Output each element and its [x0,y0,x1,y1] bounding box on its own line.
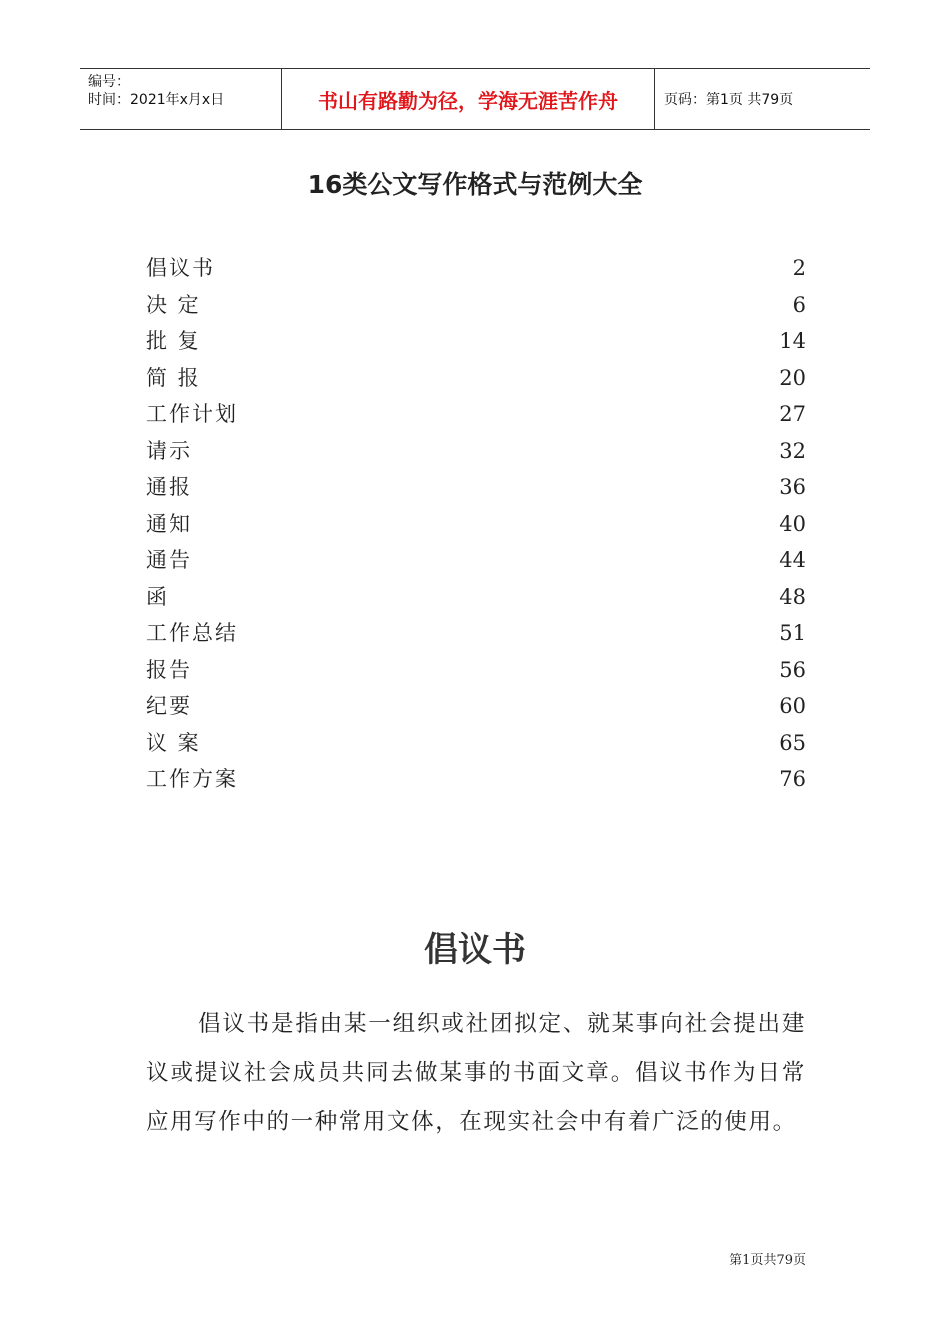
toc-item-label: 通告 [146,548,192,572]
document-title: 16类公文写作格式与范例大全 [307,170,643,199]
toc-item[interactable] [146,688,806,725]
toc-item-label: 通报 [146,475,192,499]
toc-item-label: 议 案 [146,730,201,755]
toc-item-page: 2 [792,256,806,280]
header-meta [80,69,282,129]
header-number-label: 编号： [88,74,130,90]
toc-item-page: 60 [779,694,806,718]
toc-item[interactable] [146,542,806,579]
toc-item[interactable] [146,579,806,616]
header-page-info: 页码：第1页 共79页 [664,92,794,108]
toc-item-label: 函 [146,584,169,609]
toc-item[interactable] [146,652,806,689]
toc-item-page: 27 [779,402,806,426]
toc-item-page: 76 [779,767,806,791]
toc-item-label: 报告 [146,657,192,682]
table-of-contents [146,250,806,798]
toc-item-page: 65 [779,730,806,755]
section-paragraph: 倡议书是指由某一组织或社团拟定、就某事向社会提出建议或提议社会成员共同去做某事的书面文章。倡议书作为日常应用写作中的一种常用文体，在现实社会中有着广泛的使用。 [146,1011,806,1135]
toc-item[interactable] [146,287,806,324]
section-title: 倡议书 [424,930,526,970]
toc-item[interactable] [146,506,806,543]
toc-item[interactable] [146,615,806,652]
toc-item[interactable] [146,250,806,287]
toc-item-page: 56 [779,657,806,682]
toc-item[interactable] [146,433,806,470]
page-header [80,68,870,130]
page-footer: 第1页共79页 [729,1253,806,1268]
toc-item-page: 51 [779,621,806,645]
toc-item[interactable] [146,469,806,506]
toc-item[interactable] [146,725,806,762]
toc-item-label: 工作方案 [146,767,238,791]
toc-item-label: 请示 [146,438,192,463]
toc-item-label: 纪要 [146,694,192,718]
toc-item-page: 48 [779,584,806,609]
toc-item-page: 44 [779,548,806,572]
toc-item-page: 32 [779,438,806,463]
toc-item[interactable] [146,761,806,798]
toc-item-label: 批 复 [146,329,201,353]
toc-item-page: 14 [779,329,806,353]
toc-item-label: 通知 [146,511,192,536]
toc-item-page: 40 [779,511,806,536]
toc-item-page: 20 [779,365,806,390]
toc-item-page: 36 [779,475,806,499]
toc-item-page: 6 [792,292,806,317]
header-time-label: 时间：2021年x月x日 [88,92,225,108]
toc-item-label: 倡议书 [146,256,215,280]
toc-item[interactable] [146,360,806,397]
toc-item-label: 决 定 [146,292,201,317]
toc-item-label: 工作总结 [146,621,238,645]
toc-item-label: 工作计划 [146,402,238,426]
toc-item-label: 简 报 [146,365,201,390]
toc-item[interactable] [146,323,806,360]
toc-item[interactable] [146,396,806,433]
header-motto: 书山有路勤为径，学海无涯苦作舟 [282,69,655,129]
